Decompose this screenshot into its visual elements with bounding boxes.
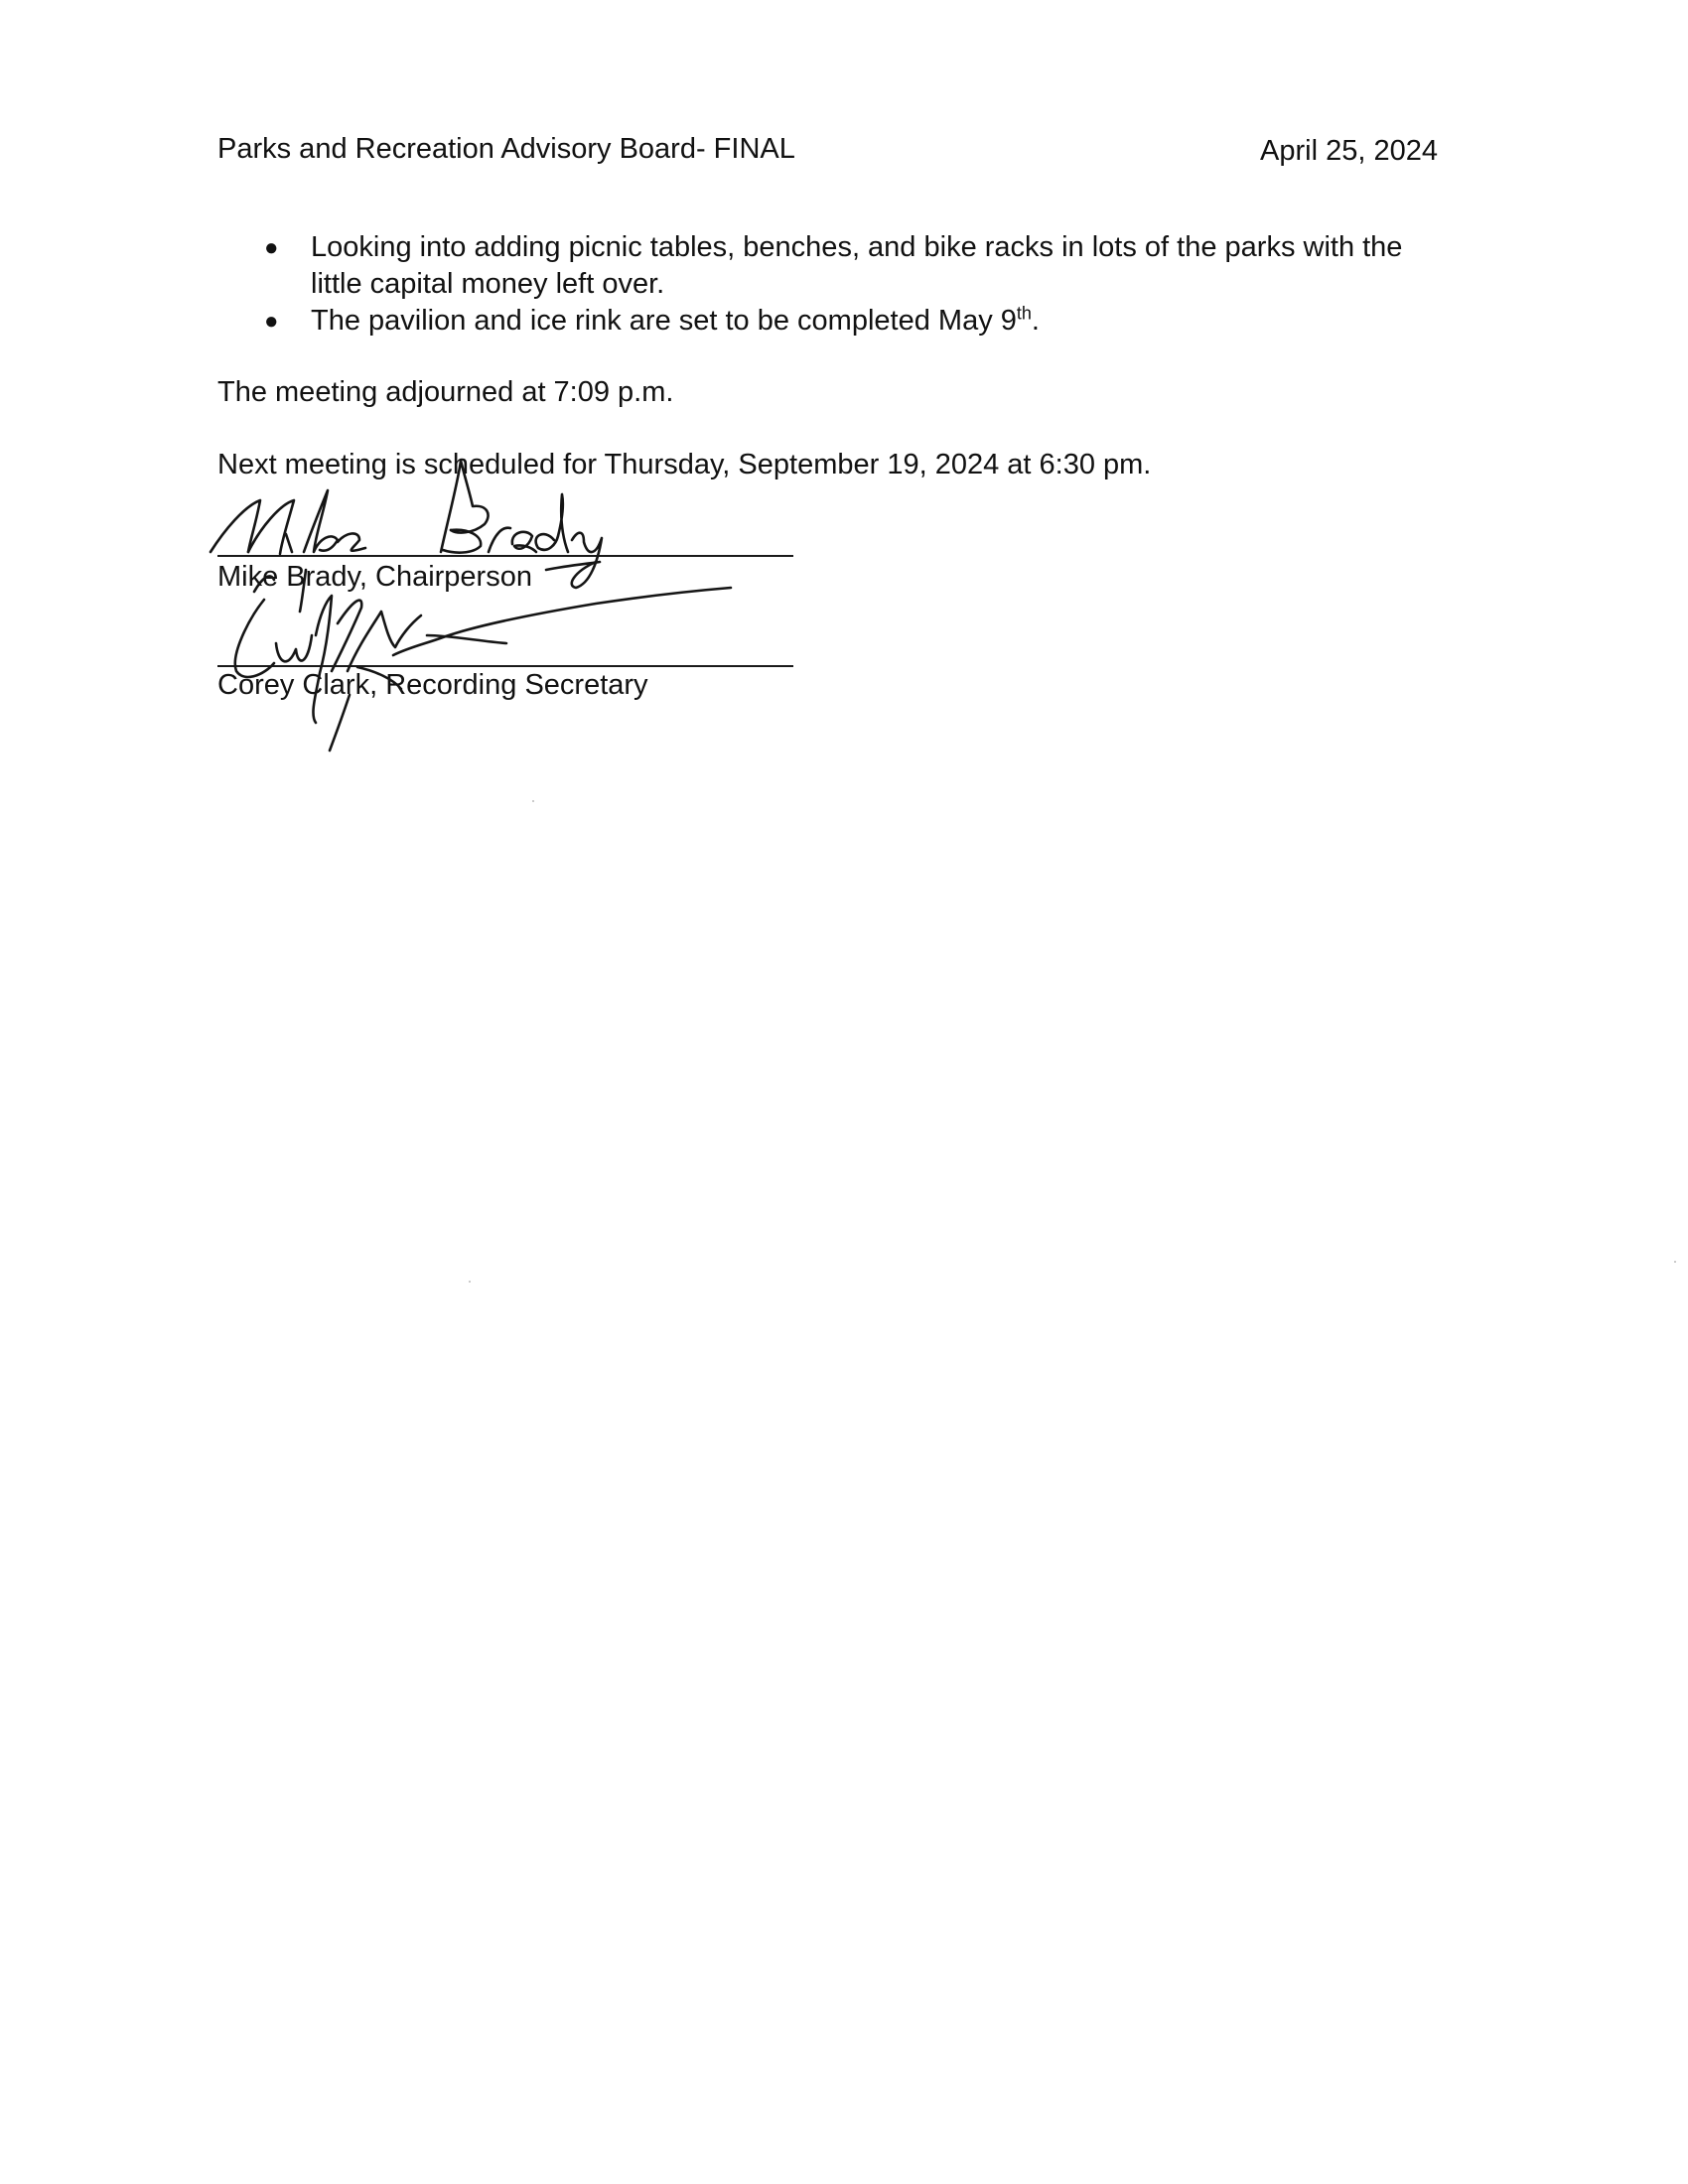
- scan-speck: [1674, 1261, 1676, 1263]
- list-item: [264, 303, 1456, 340]
- next-meeting-text: Next meeting is scheduled for Thursday, September 19, 2024 at 6:30 pm.: [217, 449, 1152, 480]
- bullet-icon: ●: [264, 234, 279, 261]
- bullet-suffix: .: [1031, 305, 1040, 337]
- signature-line-chair: [217, 555, 793, 557]
- scan-speck: [469, 1281, 471, 1283]
- document-header-date: April 25, 2024: [1260, 135, 1438, 167]
- signature-caption-secretary: Corey Clark, Recording Secretary: [217, 669, 648, 701]
- signature-caption-chair: Mike Brady, Chairperson: [217, 561, 532, 593]
- bullet-text: Looking into adding picnic tables, benches, and bike racks in lots of the parks with the little capital money left over.: [311, 231, 1403, 300]
- document-header-title: Parks and Recreation Advisory Board- FINAL: [217, 133, 795, 165]
- signature-line-secretary: [217, 665, 793, 667]
- bullet-superscript: th: [1016, 303, 1032, 324]
- bullet-list: [264, 229, 1456, 340]
- scan-speck: [532, 800, 534, 802]
- list-item: [264, 229, 1456, 303]
- bullet-text: The pavilion and ice rink are set to be completed May 9: [311, 305, 1017, 337]
- bullet-icon: ●: [264, 308, 279, 335]
- adjourned-text: The meeting adjourned at 7:09 p.m.: [217, 376, 674, 408]
